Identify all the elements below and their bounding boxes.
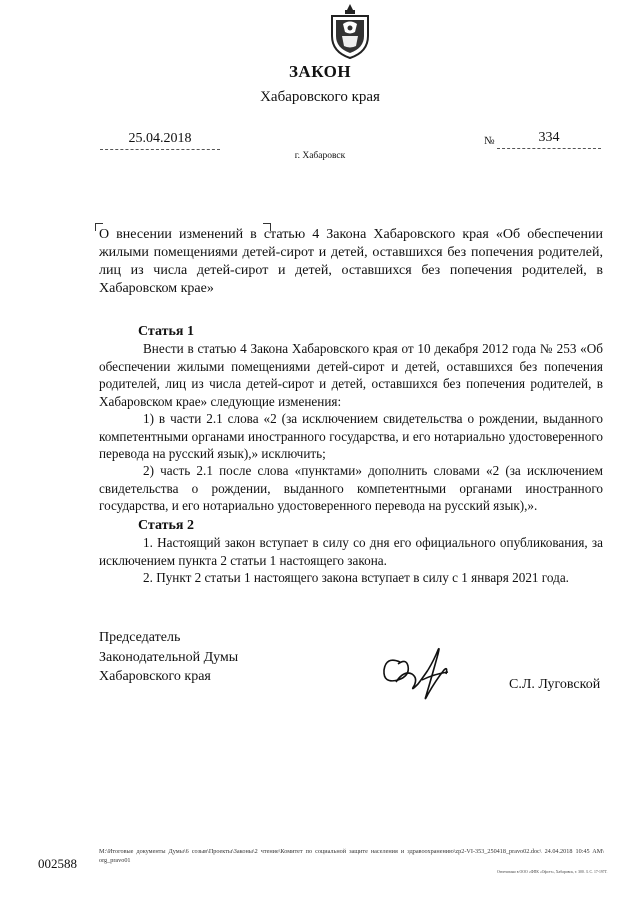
article-2-item-2: 2. Пункт 2 статьи 1 настоящего закона вступает в силу с 1 января 2021 года.	[143, 570, 569, 585]
number-sign: №	[484, 135, 495, 147]
signatory-title-line-3: Хабаровского края	[99, 669, 211, 684]
article-1-intro: Внести в статью 4 Закона Хабаровского края от 10 декабря 2012 года № 253 «Об обеспечении жилыми помещениями детей-сирот и детей, оставшихся без попечения родителей, лиц из числа детей-сирот и детей, оставшихся без попечения родителей, в Хабаровском крае» следующие изменения:	[99, 341, 603, 409]
article-1-item-1: 1) в части 2.1 слова «2 (за исключением свидетельства о рождении, выданного компетентными органами иностранного государства, и его нотариально удостоверенного перевода на русский язык),» исключить;	[99, 411, 603, 461]
region-name: Хабаровского края	[260, 89, 380, 105]
signatory-title	[99, 628, 238, 687]
article-2-heading: Статья 2	[138, 518, 194, 533]
handwritten-signature	[378, 640, 458, 710]
law-date: 25.04.2018	[100, 131, 220, 150]
article-1-item-2: 2) часть 2.1 после слова «пунктами» дополнить словами «2 (за исключением свидетельства о рождении, выданного компетентными органами иностранного государства, и его нотариально удостоверенного перевода на русский язык),».	[99, 463, 603, 513]
signatory-title-line-1: Председатель	[99, 630, 181, 645]
signatory-title-line-2: Законодательной Думы	[99, 649, 239, 665]
city-name: г. Хабаровск	[294, 151, 346, 161]
print-stamp: Отпечатано в ООО «ФПК «Офсет», Хабаровск, т. 300. З. С. 17-197Г.	[497, 870, 608, 874]
coat-of-arms-emblem	[327, 2, 373, 60]
file-path-footer: M:\Итоговые документы Думы\6 созыв\Проекты\Законы\2 чтение\Комитет по социальной защите населения и здравоохранению\zp2-VI-353_250418_pravo02.doc\ 24.04.2018 10:45 AM\ org_pravo01	[99, 848, 604, 864]
law-number: 334	[497, 130, 601, 149]
document-number: 002588	[38, 856, 77, 871]
law-title: ЗАКОН	[288, 62, 352, 81]
article-2-item-1: 1. Настоящий закон вступает в силу со дня его официального опубликования, за исключением пункта 2 статьи 1 настоящего закона.	[99, 535, 603, 568]
article-1-heading: Статья 1	[138, 324, 194, 339]
signatory-name: С.Л. Луговской	[509, 677, 601, 692]
law-subject: О внесении изменений в статью 4 Закона Хабаровского края «Об обеспечении жилыми помещениями детей-сирот и детей, оставшихся без попечения родителей, лиц из числа детей-сирот и детей, оставшихся без попечения родителей, в Хабаровском крае»	[99, 227, 603, 296]
